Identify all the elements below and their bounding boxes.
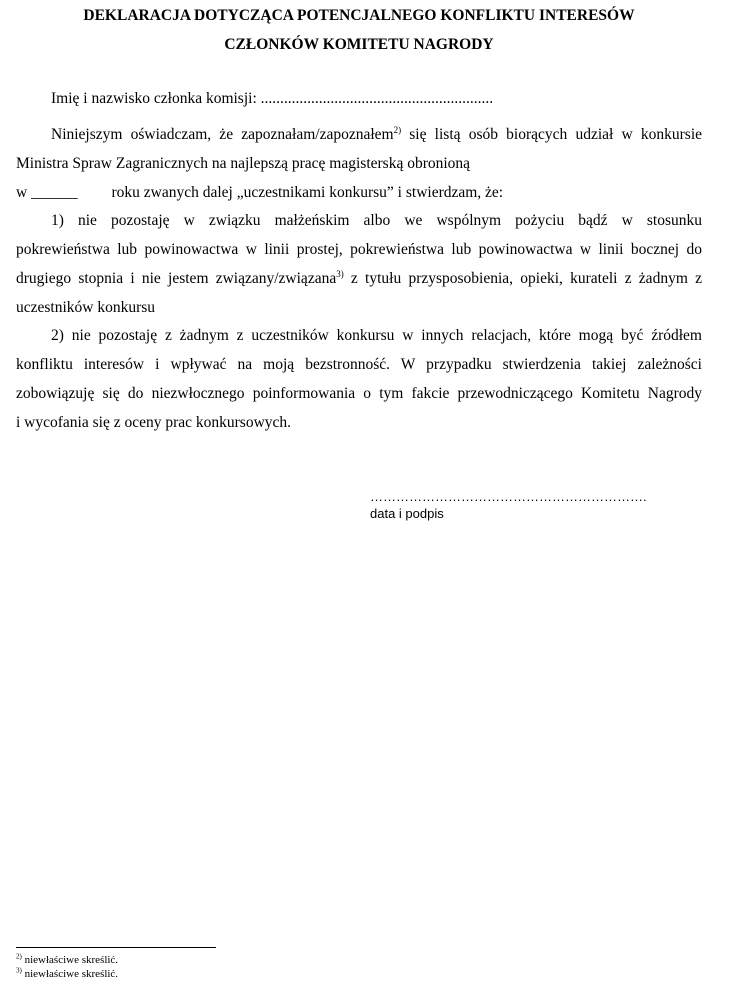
declaration-line-3-rest: roku zwanych dalej „uczestnikami konkursu” i stwierdzam, że: <box>111 184 504 201</box>
declaration-text-a: Niniejszym oświadczam, że zapoznałam/zapoznałem <box>51 126 394 143</box>
point-1-text-b: z tytułu przysposobienia, opieki, kurateli z żadnym z <box>343 270 702 287</box>
point-1-line-1: 1) nie pozostaję w związku małżeńskim albo we wspólnym pożyciu bądź w stosunku <box>51 212 702 229</box>
name-field <box>51 89 737 109</box>
footnote-2-mark: 2) <box>16 952 22 961</box>
footnote-2 <box>16 954 118 967</box>
footnote-3 <box>16 968 118 981</box>
footnote-3-text: niewłaściwe skreślić. <box>24 968 119 980</box>
signature-line: ………………………………………………………. <box>370 489 647 504</box>
declaration-line-2: Ministra Spraw Zagranicznych na najlepszą pracę magisterską obronioną <box>16 155 471 172</box>
declaration-line-3 <box>16 183 702 203</box>
point-1-line-4: uczestników konkursu <box>16 299 156 316</box>
document-title-line-1: DEKLARACJA DOTYCZĄCA POTENCJALNEGO KONFLIKTU INTERESÓW <box>83 7 635 24</box>
footnote-3-mark: 3) <box>16 966 22 975</box>
point-1-text-a: drugiego stopnia i nie jestem związany/związana <box>16 270 337 287</box>
name-field-blank: ............................................................ <box>260 90 494 107</box>
footnote-ref-3: 3) <box>336 268 344 279</box>
footnote-ref-2: 2) <box>393 124 402 135</box>
point-2-line-3: zobowiązuję się do niezwłocznego poinformowania o tym fakcie przewodniczącego Komitetu Nagrody <box>16 385 702 402</box>
footnote-2-text: niewłaściwe skreślić. <box>24 954 119 966</box>
point-2-line-1: 2) nie pozostaję z żadnym z uczestników konkursu w innych relacjach, które mogą być źródłem <box>51 327 702 344</box>
name-field-label: Imię i nazwisko członka komisji: <box>51 90 257 107</box>
point-1-line-3 <box>16 269 702 289</box>
declaration-text-b: się listą osób biorących udział w konkursie <box>401 126 703 143</box>
point-1-line-2: pokrewieństwa lub powinowactwa w linii prostej, pokrewieństwa lub powinowactwa w linii bocznej do <box>16 241 702 258</box>
point-2-line-4: i wycofania się z oceny prac konkursowych. <box>16 414 292 431</box>
year-blank: w ______ <box>16 184 78 201</box>
declaration-line-1 <box>51 125 702 145</box>
document-title-line-2: CZŁONKÓW KOMITETU NAGRODY <box>224 36 494 53</box>
signature-label: data i podpis <box>370 506 444 521</box>
point-2-line-2: konfliktu interesów i wpływać na moją bezstronność. W przypadku stwierdzenia takiej zależności <box>16 356 702 373</box>
footnote-separator <box>16 947 216 948</box>
